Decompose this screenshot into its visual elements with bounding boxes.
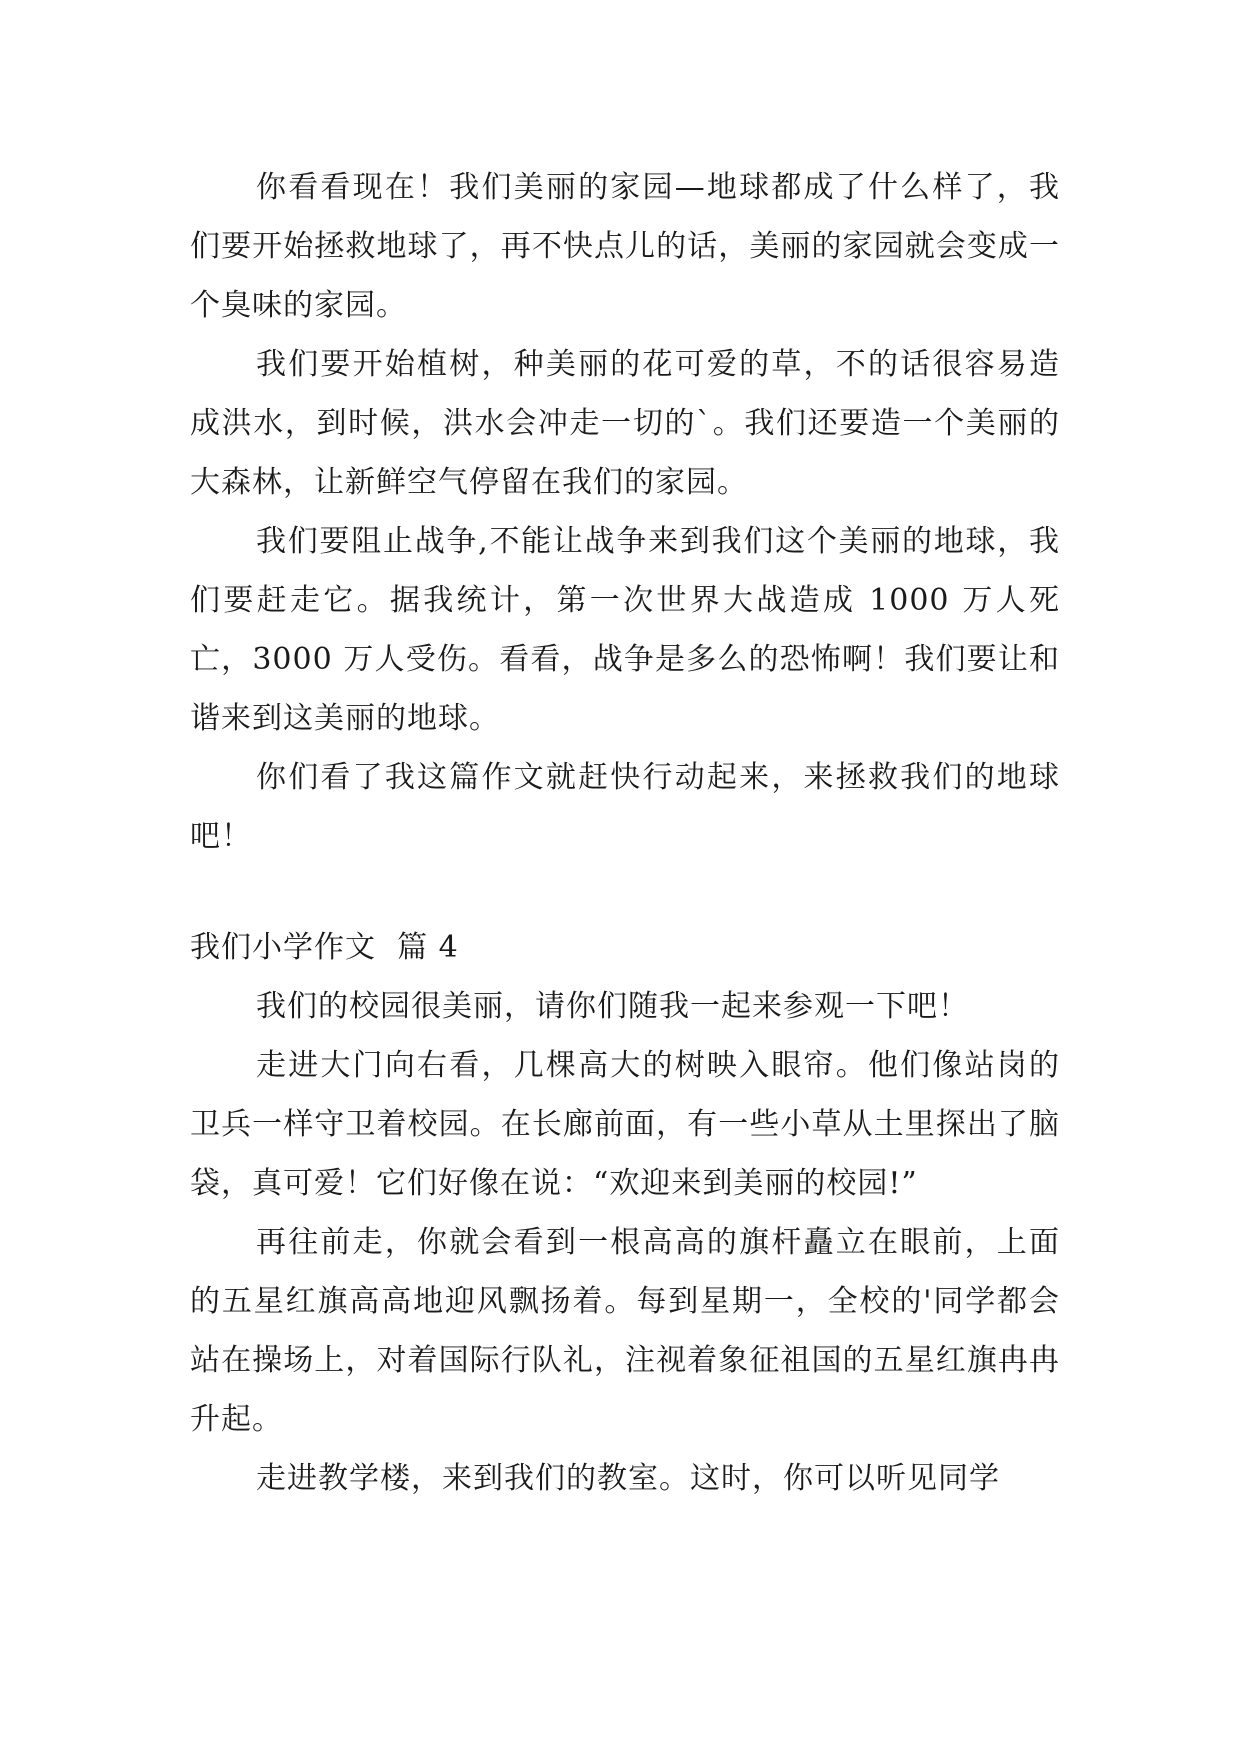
paragraph: 你们看了我这篇作文就赶快行动起来，来拯救我们的地球吧！ <box>190 760 1060 854</box>
paragraph: 走进大门向右看，几棵高大的树映入眼帘。他们像站岗的卫兵一样守卫着校园。在长廊前面，有一些小草从土里探出了脑袋，真可爱！它们好像在说：“欢迎来到美丽的校园!” <box>190 1048 1060 1201</box>
paragraph: 我们要开始植树，种美丽的花可爱的草，不的话很容易造成洪水，到时候，洪水会冲走一切的`。我们还要造一个美丽的大森林，让新鲜空气停留在我们的家园。 <box>190 347 1060 500</box>
paragraph: 我们的校园很美丽，请你们随我一起来参观一下吧！ <box>256 989 969 1024</box>
essay-section-campus <box>190 918 1060 1508</box>
paragraph: 你看看现在！我们美丽的家园—地球都成了什么样了，我们要开始拯救地球了，再不快点儿的话，美丽的家园就会变成一个臭味的家园。 <box>190 170 1060 323</box>
paragraph: 走进教学楼，来到我们的教室。这时，你可以听见同学 <box>256 1461 1000 1496</box>
paragraph: 再往前走，你就会看到一根高高的旗杆矗立在眼前，上面的五星红旗高高地迎风飘扬着。每到星期一，全校的'同学都会站在操场上，对着国际行队礼，注视着象征祖国的五星红旗冉冉升起。 <box>190 1225 1060 1437</box>
essay-section-earth <box>190 158 1060 866</box>
paragraph: 我们要阻止战争,不能让战争来到我们这个美丽的地球，我们要赶走它。据我统计，第一次世界大战造成 1000 万人死亡，3000 万人受伤。看看，战争是多么的恐怖啊！我们要让和谐来到这美丽的地球。 <box>190 524 1060 736</box>
section-heading: 我们小学作文 篇 4 <box>190 930 459 965</box>
